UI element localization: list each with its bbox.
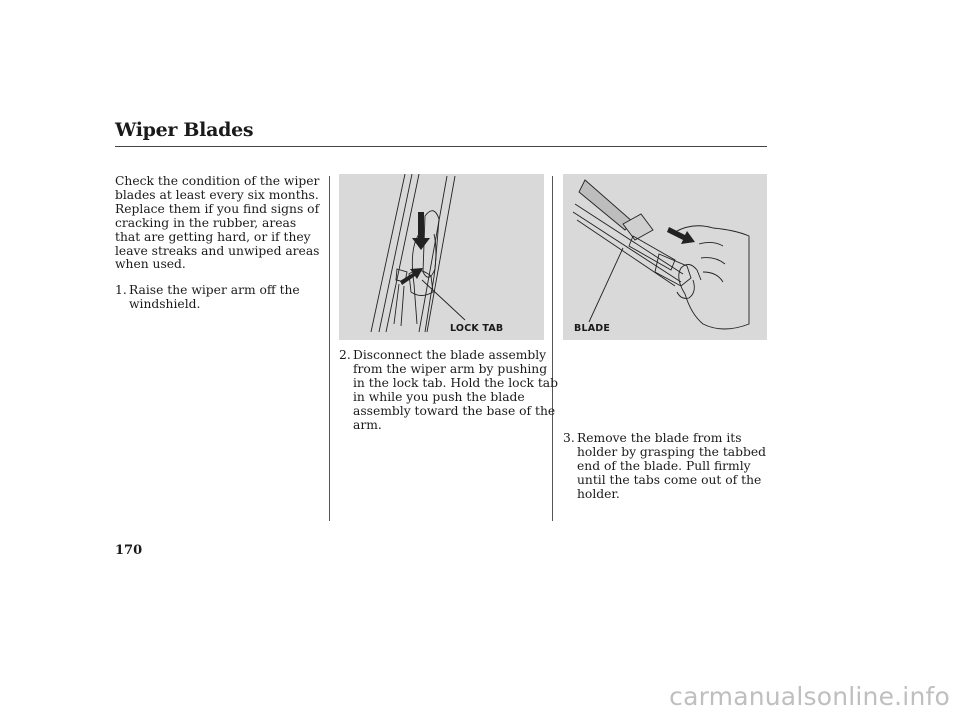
- step-text: Raise the wiper arm off the windshield.: [129, 283, 300, 312]
- step-text: Remove the blade from its holder by grasping the tabbed end of the blade. Pull firmly until the tabs come out of the holder.: [577, 431, 767, 502]
- lock-tab-label: LOCK TAB: [450, 323, 504, 334]
- intro-paragraph: Check the condition of the wiper blades at least every six months. Replace them if you find signs of cracking in the rubber, areas that are getting hard, or if they leave streaks and unwiped areas when used.: [115, 174, 320, 272]
- title-divider: [115, 146, 767, 147]
- wiper-arm-lock-tab-icon: [339, 174, 544, 340]
- page-title: Wiper Blades: [115, 119, 254, 141]
- blade-label: BLADE: [574, 323, 611, 334]
- page-number: 170: [115, 543, 143, 558]
- step-2: [339, 349, 559, 432]
- column-1: [115, 175, 323, 312]
- step-number: 2.: [339, 348, 351, 362]
- step-3: [563, 432, 781, 502]
- step-text: Disconnect the blade assembly from the wiper arm by pushing in the lock tab. Hold the lock tab in while you push the blade assembly toward the base of the arm.: [353, 348, 558, 432]
- watermark: carmanualsonline.info: [669, 682, 950, 711]
- step-number: 1.: [115, 283, 127, 298]
- column-divider: [329, 176, 330, 521]
- wiper-blade-removal-icon: [563, 174, 767, 340]
- step-number: 3.: [563, 431, 575, 446]
- blade-illustration: [563, 174, 767, 340]
- lock-tab-illustration: [339, 174, 544, 340]
- step-1: [115, 284, 323, 312]
